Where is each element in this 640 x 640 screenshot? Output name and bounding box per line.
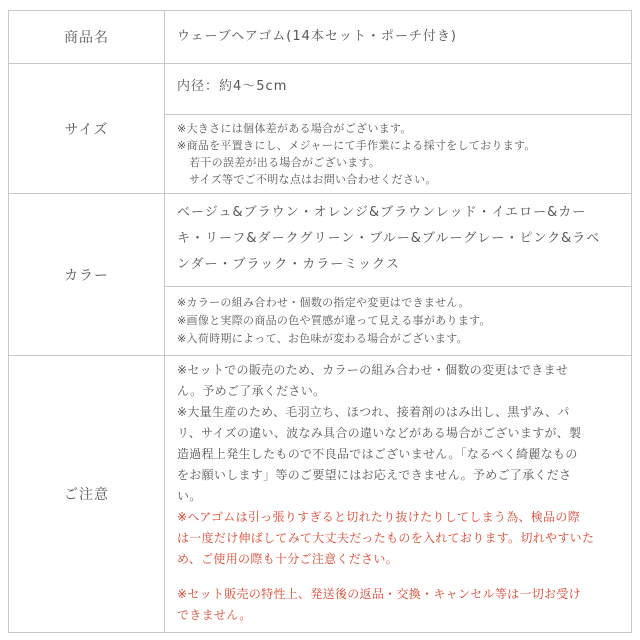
size-note: ※大きさには個体差がある場合がございます。 [177,122,412,135]
color-list-line: ンダー・ブラック・カラーミックス [177,257,400,272]
caution-warning-line: は一度だけ伸ばしてみて大丈夫だったものを入れております。切れやすいた [177,531,595,545]
caution-spacer [177,570,621,584]
caution-line: リ、サイズの違い、波なみ具合の違いなどがある場合がございますが、製 [177,426,582,440]
size-note: ※商品を平置きにし、メジャーにて手作業による採寸をしております。 [177,139,536,152]
spec-row-color [9,194,632,356]
caution-line: ※セットでの販売のため、カラーの組み合わせ・個数の変更はできませ [177,363,569,377]
color-list [165,194,631,286]
caution-line: ん。予めご了承ください。 [177,384,326,398]
size-note: 若干の誤差が出る場合がございます。 [189,156,381,169]
caution-warning-line: ※ヘアゴムは引っ張りすぎると切れたり抜けたりしてしまう為、検品の際 [177,510,580,524]
caution-text [165,356,631,632]
caution-warning-line: め、ご使用の際も十分ご注意ください。 [177,552,398,566]
caution-warning-line: ※セット販売の特性上、発送後の返品・交換・キャンセル等は一切お受け [177,587,581,601]
color-note: ※入荷時期によって、お色味が変わる場合がございます。 [177,332,468,345]
color-note: ※カラーの組み合わせ・個数の指定や変更はできません。 [177,296,470,309]
spec-row-name [9,11,632,64]
color-list-line: ベージュ&ブラウン・オレンジ&ブラウンレッド・イエロー&カー [177,205,587,220]
spec-value-color [165,194,632,356]
spec-row-caution [9,356,632,633]
caution-line: をお願いします」等のご要望にはお応えできません。予めご了承くださ [177,468,572,482]
spec-value-size [165,64,632,194]
size-notes [165,114,631,193]
product-name: ウェーブヘアゴム(14本セット・ポーチ付き) [177,29,457,44]
color-notes [165,286,631,355]
caution-line: い。 [177,489,202,503]
product-spec-table [8,10,632,633]
spec-label-size: サイズ [9,64,165,194]
caution-warning-line: できません。 [177,608,252,622]
spec-value-name [165,11,632,64]
spec-value-caution [165,356,632,633]
size-value: 内径：約4〜5cm [177,79,288,94]
size-note: サイズ等でご不明な点はお問い合わせください。 [189,173,437,186]
spec-label-color: カラー [9,194,165,356]
caution-line: ※大量生産のため、毛羽立ち、ほつれ、接着剤のはみ出し、黒ずみ、パ [177,405,570,419]
caution-line: 造過程上発生したもので不良品ではございません。「なるべく綺麗なもの [177,447,578,461]
spec-label-name: 商品名 [9,11,165,64]
spec-row-size [9,64,632,194]
color-note: ※画像と実際の商品の色や質感が違って見える事があります。 [177,314,491,327]
spec-label-caution: ご注意 [9,356,165,633]
color-list-line: キ・リーフ&ダークグリーン・ブルー&ブルーグレー・ピンク&ラベ [177,231,601,246]
